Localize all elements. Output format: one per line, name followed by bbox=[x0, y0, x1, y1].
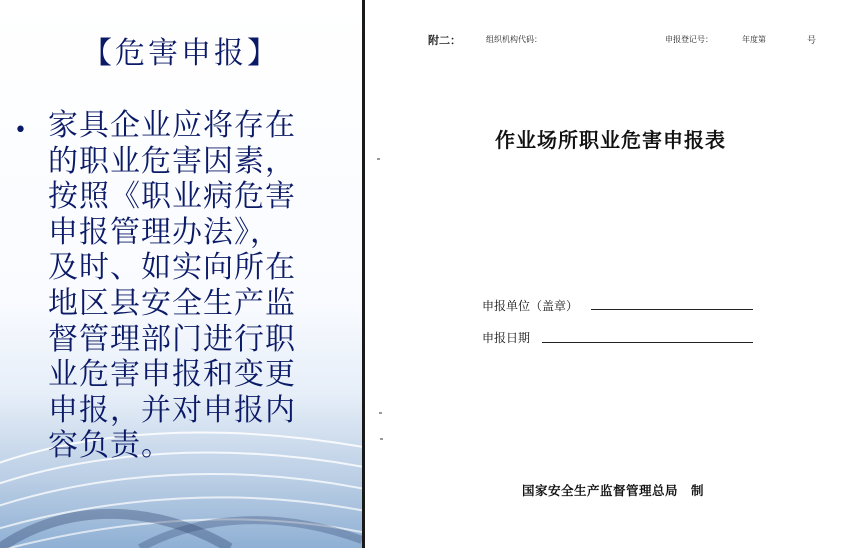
scan-speck bbox=[377, 158, 380, 160]
slide-body-text: 家具企业应将存在的职业危害因素，按照《职业病危害申报管理办法》，及时、如实向所在地区县安全生产监督管理部门进行职业危害申报和变更申报，并对申报内容负责。 bbox=[48, 108, 296, 464]
date-line bbox=[542, 342, 753, 343]
form-title: 作业场所职业危害申报表 bbox=[495, 128, 726, 152]
bullet-icon: • bbox=[14, 118, 27, 143]
appendix-label: 附二： bbox=[428, 34, 461, 47]
slide-title: 【危害申报】 bbox=[82, 36, 280, 71]
applicant-label: 申报单位（盖章） bbox=[482, 299, 579, 313]
org-code-label: 组织机构代码： bbox=[486, 35, 542, 44]
scan-speck bbox=[380, 438, 383, 440]
applicant-line bbox=[591, 309, 753, 310]
year-label: 年度第 bbox=[742, 35, 766, 44]
issuer-text: 国家安全生产监督管理总局 制 bbox=[522, 483, 705, 498]
slide-panel bbox=[0, 0, 362, 548]
reg-no-label: 申报登记号： bbox=[665, 35, 713, 44]
number-label: 号 bbox=[807, 36, 817, 46]
scanned-form bbox=[365, 0, 860, 548]
date-label: 申报日期 bbox=[482, 331, 531, 345]
scan-speck bbox=[379, 412, 382, 414]
